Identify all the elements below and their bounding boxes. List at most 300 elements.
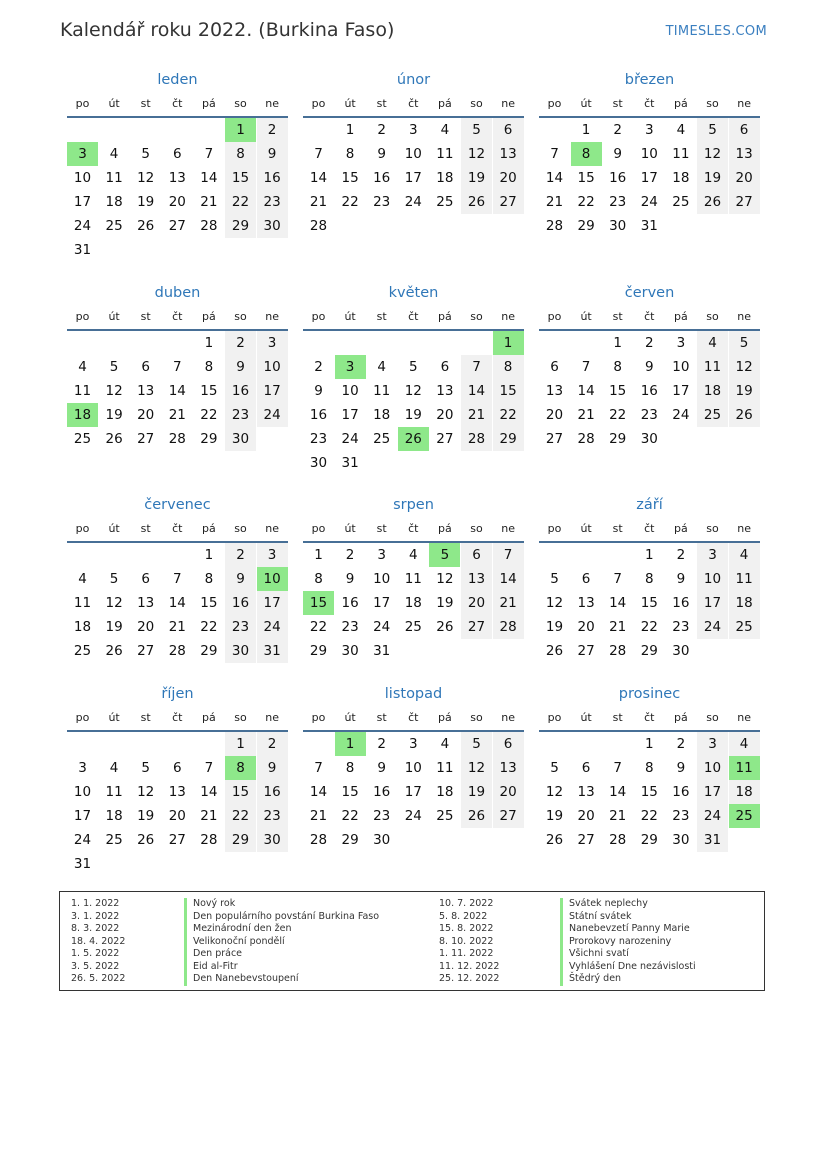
- day-cell: 27: [461, 615, 492, 639]
- day-cell: 14: [609, 784, 627, 800]
- day-cell: 12: [137, 170, 155, 186]
- day-cell: 18: [729, 780, 760, 804]
- day-cell: 11: [404, 571, 422, 587]
- day-cell: 9: [613, 146, 622, 162]
- day-cell: 24: [373, 619, 391, 635]
- day-cell: 26: [137, 218, 155, 234]
- weekday-label: út: [344, 310, 356, 323]
- day-cell: 7: [173, 359, 182, 375]
- day-cell: 5: [141, 760, 150, 776]
- weekday-label: st: [376, 310, 387, 323]
- weekday-label: ne: [737, 310, 751, 323]
- day-cell: 11: [729, 567, 760, 591]
- holiday-day-cell: 3: [67, 142, 98, 166]
- day-cell: 26: [545, 643, 564, 659]
- legend-holiday-name: Vyhlášení Dne nezávislosti: [560, 961, 696, 974]
- day-cell: 14: [545, 170, 564, 186]
- day-cell: 31: [697, 828, 728, 852]
- day-cell: 25: [73, 431, 92, 447]
- day-cell: 27: [493, 804, 524, 828]
- day-cell: 12: [404, 383, 422, 399]
- weekday-label: st: [612, 310, 623, 323]
- day-cell: 26: [545, 832, 564, 848]
- legend-holiday-name: Den Nanebevstoupení: [184, 973, 299, 986]
- day-cell: 27: [729, 190, 760, 214]
- day-cell: 30: [225, 639, 256, 663]
- day-cell: 15: [609, 383, 627, 399]
- holiday-day-cell: 1: [493, 331, 524, 355]
- day-cell: 20: [436, 407, 454, 423]
- weekday-label: čt: [172, 522, 183, 535]
- weekday-label: st: [140, 711, 151, 724]
- day-cell: 11: [672, 146, 690, 162]
- day-cell: 22: [493, 403, 524, 427]
- day-cell: 31: [257, 639, 288, 663]
- weekday-label: pá: [438, 310, 452, 323]
- weekday-label: so: [706, 97, 719, 110]
- day-cell: 23: [672, 619, 690, 635]
- holiday-day-cell: 1: [225, 118, 256, 142]
- day-cell: 19: [461, 780, 492, 804]
- day-cell: 3: [377, 547, 386, 563]
- day-cell: 25: [105, 218, 123, 234]
- legend-date: 1. 11. 2022: [439, 948, 494, 959]
- day-cell: 26: [461, 804, 492, 828]
- day-cell: 26: [729, 403, 760, 427]
- day-cell: 15: [225, 780, 256, 804]
- weekday-label: pá: [674, 522, 688, 535]
- weekday-label: pá: [674, 310, 688, 323]
- day-cell: 30: [672, 643, 690, 659]
- legend-date: 5. 8. 2022: [439, 910, 488, 922]
- month-title: srpen: [393, 497, 434, 513]
- day-cell: 28: [309, 218, 328, 234]
- day-cell: 3: [676, 335, 686, 351]
- weekday-label: po: [547, 97, 562, 110]
- day-cell: 13: [545, 383, 564, 399]
- day-cell: 30: [373, 832, 391, 848]
- weekday-label: čt: [408, 711, 419, 724]
- month-header-rule: [303, 329, 524, 331]
- day-cell: 1: [613, 335, 622, 351]
- month-title: červen: [624, 285, 675, 301]
- day-cell: 25: [373, 431, 391, 447]
- day-cell: 6: [141, 571, 150, 587]
- month-title: únor: [396, 72, 431, 88]
- day-cell: 28: [609, 643, 627, 659]
- day-cell: 4: [377, 359, 386, 375]
- day-cell: 13: [729, 142, 760, 166]
- day-cell: 2: [257, 118, 288, 142]
- day-cell: 9: [225, 567, 256, 591]
- legend-date: 8. 10. 2022: [439, 935, 494, 947]
- day-cell: 11: [436, 760, 454, 776]
- day-cell: 17: [404, 170, 422, 186]
- day-cell: 24: [257, 403, 288, 427]
- day-cell: 8: [204, 571, 214, 587]
- day-cell: 4: [109, 146, 119, 162]
- day-cell: 23: [257, 190, 288, 214]
- day-cell: 16: [225, 591, 256, 615]
- day-cell: 12: [461, 756, 492, 780]
- holiday-day-cell: 3: [335, 355, 366, 379]
- holiday-legend: [59, 891, 765, 991]
- day-cell: 23: [225, 615, 256, 639]
- day-cell: 10: [672, 359, 690, 375]
- legend-date: 1. 5. 2022: [71, 948, 120, 959]
- day-cell: 26: [436, 619, 454, 635]
- day-cell: 21: [461, 403, 492, 427]
- day-cell: 28: [200, 218, 218, 234]
- day-cell: 21: [200, 808, 218, 824]
- day-cell: 14: [168, 595, 186, 611]
- day-cell: 23: [309, 431, 328, 447]
- day-cell: 8: [493, 355, 524, 379]
- day-cell: 29: [200, 643, 218, 659]
- day-cell: 21: [168, 407, 186, 423]
- holiday-day-cell: 15: [303, 591, 334, 615]
- day-cell: 6: [440, 359, 450, 375]
- weekday-label: st: [376, 711, 387, 724]
- day-cell: 28: [461, 427, 492, 451]
- day-cell: 15: [577, 170, 595, 186]
- day-cell: 24: [404, 808, 422, 824]
- day-cell: 13: [168, 784, 186, 800]
- day-cell: 8: [204, 359, 214, 375]
- day-cell: 28: [493, 615, 524, 639]
- day-cell: 18: [729, 591, 760, 615]
- day-cell: 30: [640, 431, 658, 447]
- day-cell: 4: [78, 359, 87, 375]
- legend-date: 3. 5. 2022: [71, 960, 120, 972]
- day-cell: 13: [137, 595, 155, 611]
- day-cell: 20: [493, 780, 524, 804]
- day-cell: 31: [640, 218, 658, 234]
- day-cell: 11: [105, 170, 123, 186]
- day-cell: 18: [697, 379, 728, 403]
- day-cell: 18: [436, 170, 454, 186]
- day-cell: 11: [697, 355, 728, 379]
- day-cell: 30: [309, 455, 328, 471]
- day-cell: 12: [105, 383, 123, 399]
- day-cell: 5: [550, 760, 559, 776]
- day-cell: 19: [436, 595, 454, 611]
- day-cell: 6: [581, 760, 591, 776]
- day-cell: 6: [550, 359, 559, 375]
- day-cell: 2: [225, 543, 256, 567]
- day-cell: 4: [440, 736, 450, 752]
- day-cell: 10: [697, 567, 728, 591]
- day-cell: 5: [550, 571, 559, 587]
- day-cell: 9: [225, 355, 256, 379]
- day-cell: 18: [672, 170, 690, 186]
- day-cell: 24: [697, 804, 728, 828]
- legend-date: 1. 1. 2022: [71, 898, 120, 909]
- weekday-label: pá: [438, 711, 452, 724]
- day-cell: 11: [73, 383, 92, 399]
- day-cell: 4: [78, 571, 87, 587]
- day-cell: 17: [257, 379, 288, 403]
- weekday-label: čt: [644, 522, 655, 535]
- day-cell: 16: [373, 170, 391, 186]
- day-cell: 1: [645, 547, 654, 563]
- day-cell: 7: [613, 760, 622, 776]
- weekday-label: pá: [438, 97, 452, 110]
- day-cell: 1: [581, 122, 591, 138]
- day-cell: 16: [373, 784, 391, 800]
- day-cell: 27: [577, 832, 595, 848]
- day-cell: 18: [373, 407, 391, 423]
- day-cell: 31: [73, 856, 92, 872]
- day-cell: 9: [345, 571, 355, 587]
- day-cell: 5: [729, 331, 760, 355]
- day-cell: 25: [672, 194, 690, 210]
- day-cell: 24: [640, 194, 658, 210]
- weekday-label: čt: [408, 522, 419, 535]
- day-cell: 3: [645, 122, 654, 138]
- weekday-label: út: [580, 97, 592, 110]
- weekday-label: po: [311, 522, 326, 535]
- holiday-day-cell: 18: [67, 403, 98, 427]
- weekday-label: pá: [202, 711, 216, 724]
- day-cell: 24: [73, 832, 92, 848]
- day-cell: 2: [377, 736, 386, 752]
- day-cell: 8: [314, 571, 323, 587]
- day-cell: 14: [493, 567, 524, 591]
- day-cell: 16: [257, 780, 288, 804]
- day-cell: 3: [409, 122, 418, 138]
- day-cell: 4: [109, 760, 119, 776]
- legend-date: 11. 12. 2022: [439, 960, 500, 972]
- weekday-label: út: [344, 711, 356, 724]
- weekday-label: po: [311, 711, 326, 724]
- weekday-label: so: [470, 522, 483, 535]
- day-cell: 1: [645, 736, 654, 752]
- weekday-label: so: [706, 522, 719, 535]
- legend-holiday-name: Velikonoční pondělí: [184, 936, 285, 949]
- day-cell: 21: [577, 407, 595, 423]
- day-cell: 20: [577, 619, 595, 635]
- day-cell: 9: [377, 760, 386, 776]
- day-cell: 27: [493, 190, 524, 214]
- day-cell: 6: [141, 359, 150, 375]
- day-cell: 27: [168, 832, 186, 848]
- holiday-day-cell: 25: [729, 804, 760, 828]
- day-cell: 17: [640, 170, 658, 186]
- day-cell: 22: [577, 194, 595, 210]
- day-cell: 27: [577, 643, 595, 659]
- day-cell: 27: [168, 218, 186, 234]
- day-cell: 25: [697, 403, 728, 427]
- legend-date: 26. 5. 2022: [71, 973, 126, 984]
- day-cell: 31: [373, 643, 391, 659]
- day-cell: 21: [609, 808, 627, 824]
- day-cell: 13: [577, 784, 595, 800]
- day-cell: 26: [137, 832, 155, 848]
- day-cell: 10: [697, 756, 728, 780]
- day-cell: 27: [545, 431, 564, 447]
- month-title: květen: [388, 285, 439, 301]
- day-cell: 22: [225, 190, 256, 214]
- day-cell: 19: [404, 407, 422, 423]
- day-cell: 31: [341, 455, 359, 471]
- day-cell: 20: [545, 407, 564, 423]
- weekday-label: ne: [265, 522, 279, 535]
- day-cell: 10: [73, 170, 92, 186]
- day-cell: 25: [73, 643, 92, 659]
- day-cell: 5: [461, 118, 492, 142]
- day-cell: 2: [225, 331, 256, 355]
- day-cell: 22: [609, 407, 627, 423]
- day-cell: 21: [309, 808, 328, 824]
- day-cell: 27: [137, 431, 155, 447]
- day-cell: 25: [436, 808, 454, 824]
- weekday-label: po: [547, 711, 562, 724]
- day-cell: 19: [137, 808, 155, 824]
- month-title: listopad: [384, 686, 443, 702]
- day-cell: 10: [373, 571, 391, 587]
- day-cell: 14: [168, 383, 186, 399]
- day-cell: 23: [257, 804, 288, 828]
- day-cell: 15: [640, 784, 658, 800]
- day-cell: 29: [225, 828, 256, 852]
- weekday-label: út: [344, 97, 356, 110]
- legend-date: 15. 8. 2022: [439, 923, 494, 934]
- day-cell: 8: [345, 146, 355, 162]
- day-cell: 24: [672, 407, 690, 423]
- month-title: říjen: [161, 686, 194, 702]
- day-cell: 26: [105, 643, 123, 659]
- weekday-label: ne: [501, 97, 515, 110]
- weekday-label: čt: [644, 711, 655, 724]
- day-cell: 4: [729, 543, 760, 567]
- day-cell: 22: [341, 194, 359, 210]
- day-cell: 5: [697, 118, 728, 142]
- weekday-label: ne: [737, 711, 751, 724]
- weekday-label: út: [344, 522, 356, 535]
- day-cell: 15: [200, 383, 218, 399]
- day-cell: 26: [697, 190, 728, 214]
- weekday-label: po: [75, 522, 90, 535]
- day-cell: 21: [493, 591, 524, 615]
- day-cell: 4: [729, 732, 760, 756]
- day-cell: 18: [73, 619, 92, 635]
- day-cell: 6: [461, 543, 492, 567]
- day-cell: 16: [609, 170, 627, 186]
- day-cell: 21: [168, 619, 186, 635]
- weekday-label: pá: [674, 97, 688, 110]
- day-cell: 10: [341, 383, 359, 399]
- day-cell: 30: [257, 828, 288, 852]
- day-cell: 11: [436, 146, 454, 162]
- day-cell: 29: [640, 832, 658, 848]
- day-cell: 24: [341, 431, 359, 447]
- weekday-label: po: [547, 310, 562, 323]
- legend-holiday-name: Eid al-Fitr: [184, 961, 238, 974]
- weekday-label: út: [108, 310, 120, 323]
- weekday-label: ne: [265, 97, 279, 110]
- day-cell: 7: [581, 359, 591, 375]
- day-cell: 30: [672, 832, 690, 848]
- day-cell: 16: [257, 166, 288, 190]
- day-cell: 1: [314, 547, 323, 563]
- day-cell: 8: [645, 571, 654, 587]
- day-cell: 1: [204, 547, 214, 563]
- day-cell: 18: [105, 194, 123, 210]
- brand-link[interactable]: TIMESLES.COM: [665, 24, 767, 39]
- day-cell: 13: [168, 170, 186, 186]
- day-cell: 6: [493, 732, 524, 756]
- weekday-label: út: [580, 711, 592, 724]
- weekday-label: ne: [737, 97, 751, 110]
- day-cell: 3: [257, 543, 288, 567]
- day-cell: 12: [436, 571, 454, 587]
- day-cell: 13: [493, 142, 524, 166]
- day-cell: 5: [461, 732, 492, 756]
- day-cell: 2: [676, 736, 686, 752]
- page-title: Kalendář roku 2022. (Burkina Faso): [60, 19, 395, 41]
- day-cell: 1: [345, 122, 355, 138]
- day-cell: 12: [697, 142, 728, 166]
- weekday-label: so: [234, 522, 247, 535]
- day-cell: 5: [141, 146, 150, 162]
- day-cell: 16: [309, 407, 328, 423]
- weekday-label: po: [311, 310, 326, 323]
- day-cell: 12: [545, 784, 564, 800]
- legend-holiday-name: Den populárního povstání Burkina Faso: [184, 911, 379, 924]
- day-cell: 17: [697, 591, 728, 615]
- day-cell: 3: [257, 331, 288, 355]
- day-cell: 27: [436, 431, 454, 447]
- weekday-label: st: [612, 711, 623, 724]
- day-cell: 30: [341, 643, 359, 659]
- day-cell: 15: [341, 170, 359, 186]
- weekday-label: čt: [172, 310, 183, 323]
- day-cell: 16: [341, 595, 359, 611]
- day-cell: 15: [341, 784, 359, 800]
- weekday-label: čt: [644, 310, 655, 323]
- day-cell: 2: [645, 335, 654, 351]
- day-cell: 9: [377, 146, 386, 162]
- day-cell: 23: [609, 194, 627, 210]
- day-cell: 20: [137, 407, 155, 423]
- weekday-label: so: [234, 310, 247, 323]
- weekday-label: so: [470, 310, 483, 323]
- day-cell: 26: [461, 190, 492, 214]
- day-cell: 3: [78, 760, 87, 776]
- day-cell: 28: [545, 218, 564, 234]
- day-cell: 27: [137, 643, 155, 659]
- day-cell: 22: [640, 619, 658, 635]
- day-cell: 28: [200, 832, 218, 848]
- day-cell: 14: [609, 595, 627, 611]
- day-cell: 9: [645, 359, 654, 375]
- day-cell: 3: [697, 543, 728, 567]
- day-cell: 22: [341, 808, 359, 824]
- weekday-label: pá: [202, 97, 216, 110]
- day-cell: 4: [409, 547, 418, 563]
- day-cell: 8: [645, 760, 654, 776]
- day-cell: 6: [493, 118, 524, 142]
- holiday-day-cell: 11: [729, 756, 760, 780]
- day-cell: 28: [609, 832, 627, 848]
- day-cell: 12: [545, 595, 564, 611]
- day-cell: 19: [137, 194, 155, 210]
- day-cell: 8: [225, 142, 256, 166]
- day-cell: 2: [314, 359, 323, 375]
- day-cell: 10: [404, 146, 422, 162]
- day-cell: 24: [404, 194, 422, 210]
